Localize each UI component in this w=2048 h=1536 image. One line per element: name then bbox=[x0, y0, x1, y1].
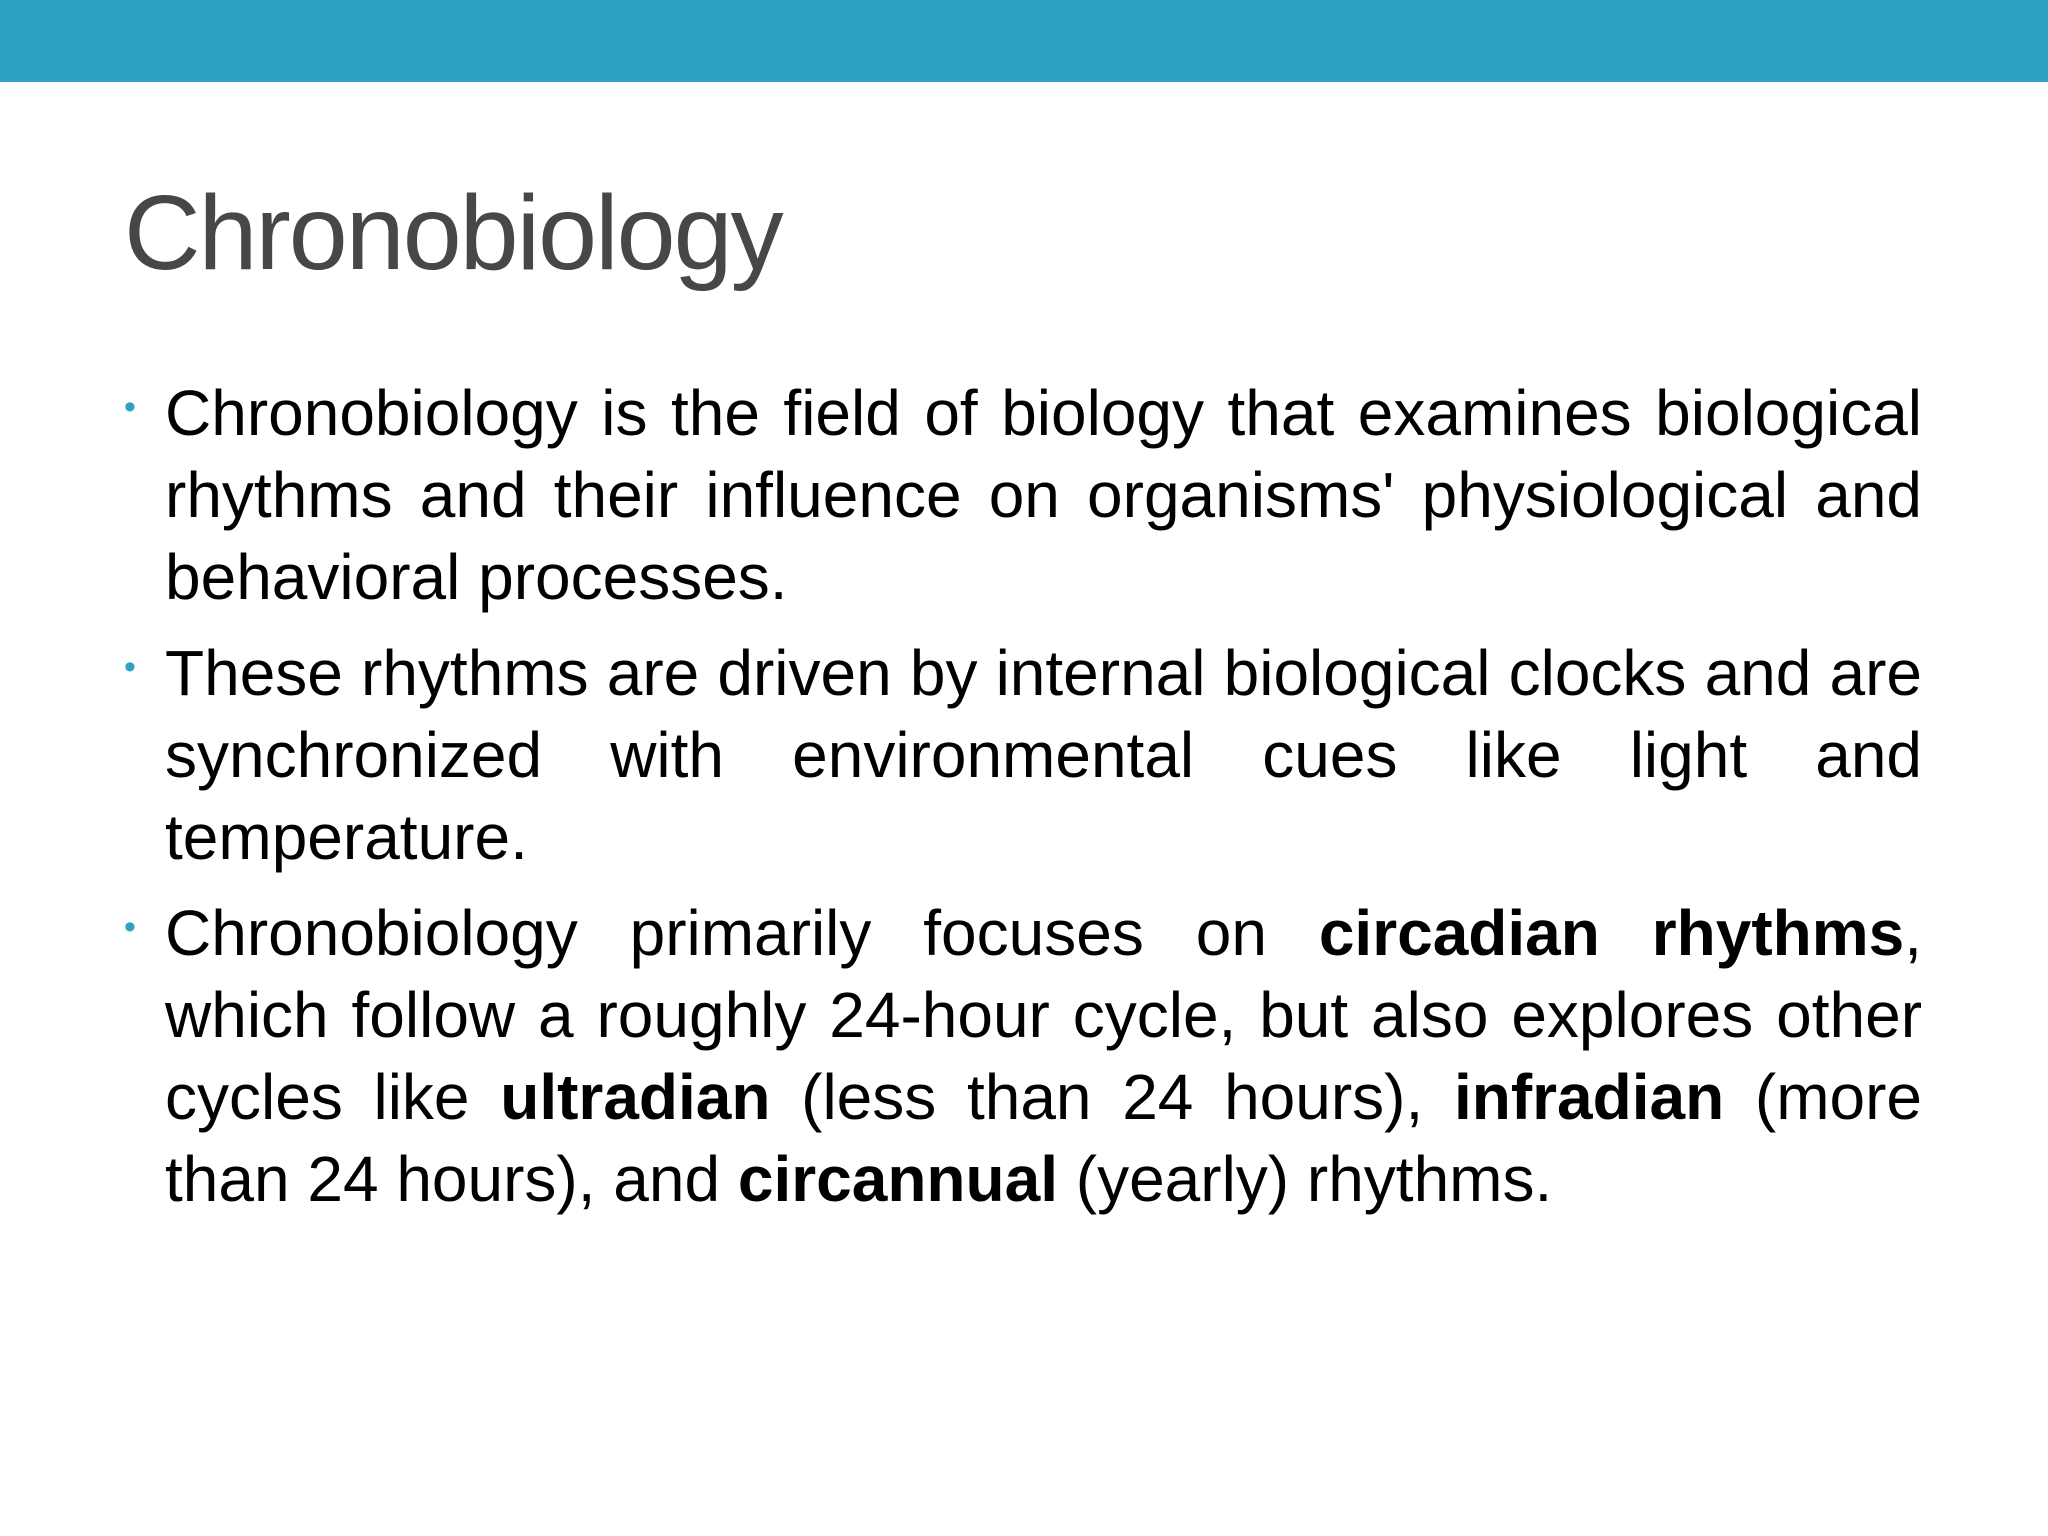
bullet-segment: (more than 24 hours), and bbox=[165, 1061, 1923, 1215]
bullet-text bbox=[165, 637, 1922, 873]
bullet-dot-icon: • bbox=[124, 388, 136, 426]
bullet-segment: These rhythms are driven by internal biological clocks and are synchronized with environmental cues like light and temperature. bbox=[165, 637, 1922, 873]
top-accent-bar bbox=[0, 0, 2048, 82]
bullet-dot-icon: • bbox=[124, 648, 136, 686]
bullet-segment: (yearly) rhythms. bbox=[1057, 1143, 1553, 1215]
bullet-segment: Chronobiology is the field of biology that examines biological rhythms and their influence on organisms' physiological and behavioral processes. bbox=[165, 377, 1922, 613]
bullet-text bbox=[165, 377, 1922, 613]
bullet-bold-term: infradian bbox=[1453, 1061, 1725, 1133]
bullet-segment: , which follow a roughly 24-hour cycle, but also explores other cycles like bbox=[165, 897, 1923, 1133]
bullet-item bbox=[124, 372, 1922, 618]
bullet-dot-icon: • bbox=[124, 908, 136, 946]
bullet-item bbox=[124, 632, 1922, 878]
bullet-text bbox=[165, 897, 1922, 1215]
bullet-bold-term: circadian rhythms bbox=[1318, 897, 1905, 969]
bullet-item bbox=[124, 892, 1922, 1220]
bullet-bold-term: circannual bbox=[737, 1143, 1058, 1215]
bullet-segment: Chronobiology primarily focuses on bbox=[165, 897, 1319, 969]
bullet-list bbox=[124, 372, 1922, 1234]
bullet-bold-term: ultradian bbox=[500, 1061, 771, 1133]
bullet-segment: (less than 24 hours), bbox=[770, 1061, 1454, 1133]
slide-title: Chronobiology bbox=[124, 174, 782, 292]
